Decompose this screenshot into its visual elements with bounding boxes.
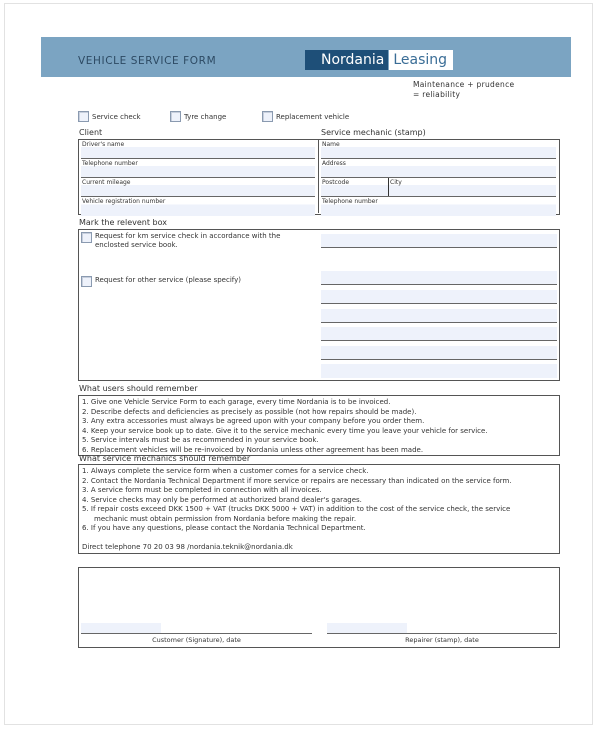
list-item: 3. Any extra accessories must always be agreed upon with your company before you order them.	[82, 417, 425, 425]
list-item: 4. Service checks may only be performed at authorized brand dealer's garages.	[82, 495, 362, 504]
list-item: 1. Always complete the service form when a customer comes for a service check.	[82, 467, 369, 475]
drivers-name-field[interactable]: Driver's name	[81, 140, 315, 159]
list-item: 3. A service form must be completed in connection with all invoices.	[82, 486, 322, 494]
specify-line-7[interactable]	[321, 364, 557, 378]
tagline: Maintenance + prudence = reliability	[413, 80, 515, 99]
specify-line-6[interactable]	[321, 346, 557, 360]
vehicle-registration-field[interactable]: Vehicle registration number	[81, 197, 315, 216]
list-item: 5. Service intervals must be as recommended in your service book.	[82, 436, 319, 444]
mark-box-heading: Mark the relevent box	[79, 218, 167, 227]
list-item: 6. If you have any questions, please contact the Nordania Technical Department.	[82, 524, 366, 532]
option-km-service-check[interactable]: Request for km service check in accordance with the enclosted service book.	[81, 232, 280, 250]
list-item: mechanic must obtain permission from Nordania before making the repair.	[94, 514, 357, 523]
specify-line-3[interactable]	[321, 290, 557, 304]
checkbox-icon[interactable]	[170, 111, 181, 122]
list-item: 2. Contact the Nordania Technical Department if more service or repairs are necessary than indicated on the service form.	[82, 476, 512, 485]
mechanic-address-field[interactable]: Address	[321, 159, 556, 178]
option-other-service[interactable]: Request for other service (please specify)	[81, 276, 241, 287]
specify-line-2[interactable]	[321, 271, 557, 285]
customer-signature-line[interactable]	[81, 633, 312, 634]
postcode-city-row	[321, 178, 556, 197]
checkbox-icon[interactable]	[262, 111, 273, 122]
repairer-stamp-label: Repairer (stamp), date	[405, 636, 479, 644]
city-field[interactable]: City	[390, 179, 402, 186]
mark-box	[78, 229, 560, 381]
checkbox-replacement-vehicle[interactable]: Replacement vehicle	[262, 111, 349, 122]
client-mechanic-box	[78, 139, 560, 215]
repairer-stamp-fill[interactable]	[327, 623, 407, 633]
list-item: 1. Give one Vehicle Service Form to each garage, every time Nordania is to be invoiced.	[82, 398, 391, 406]
client-telephone-field[interactable]: Telephone number	[81, 159, 315, 178]
mechanic-heading: Service mechanic (stamp)	[321, 128, 426, 137]
customer-signature-fill[interactable]	[81, 623, 161, 633]
checkbox-icon[interactable]	[78, 111, 89, 122]
users-remember-heading: What users should remember	[79, 384, 198, 393]
checkbox-icon[interactable]	[81, 232, 92, 243]
checkbox-service-check[interactable]: Service check	[78, 111, 141, 122]
postcode-field[interactable]: Postcode	[321, 178, 389, 196]
specify-line-5[interactable]	[321, 327, 557, 341]
customer-signature-label: Customer (Signature), date	[152, 636, 241, 644]
header-band	[41, 37, 571, 77]
form-title: VEHICLE SERVICE FORM	[78, 55, 217, 67]
repairer-stamp-line[interactable]	[327, 633, 557, 634]
contact-line: Direct telephone 70 20 03 98 /nordania.teknik@nordania.dk	[82, 542, 293, 551]
list-item: 5. If repair costs exceed DKK 1500 + VAT (trucks DKK 5000 + VAT) in addition to the cost of the service check, the service	[82, 505, 511, 513]
users-remember-list	[78, 395, 560, 456]
checkbox-icon[interactable]	[81, 276, 92, 287]
current-mileage-field[interactable]: Current mileage	[81, 178, 315, 197]
client-fields	[79, 140, 317, 216]
specify-line-1[interactable]	[321, 234, 557, 248]
list-item: 2. Describe defects and deficiencies as precisely as possible (not how repairs should be made).	[82, 407, 417, 416]
mechanic-fields	[319, 140, 558, 216]
signature-box	[78, 567, 560, 648]
logo-nordania: Nordania	[305, 50, 388, 70]
specify-line-4[interactable]	[321, 309, 557, 323]
logo-leasing: Leasing	[389, 50, 453, 70]
checkbox-tyre-change[interactable]: Tyre change	[170, 111, 226, 122]
list-item: 4. Keep your service book up to date. Give it to the service mechanic every time you leave your vehicle for service.	[82, 426, 488, 435]
mechanic-name-field[interactable]: Name	[321, 140, 556, 159]
mechanics-remember-heading: What service mechanics should remember	[79, 454, 251, 463]
nordania-leasing-logo	[305, 50, 453, 70]
list-item: 6. Replacement vehicles will be re-invoiced by Nordania unless other agreement has been made.	[82, 445, 424, 454]
mechanic-telephone-field[interactable]: Telephone number	[321, 197, 556, 216]
client-heading: Client	[79, 128, 103, 137]
mechanics-remember-list	[78, 464, 560, 554]
